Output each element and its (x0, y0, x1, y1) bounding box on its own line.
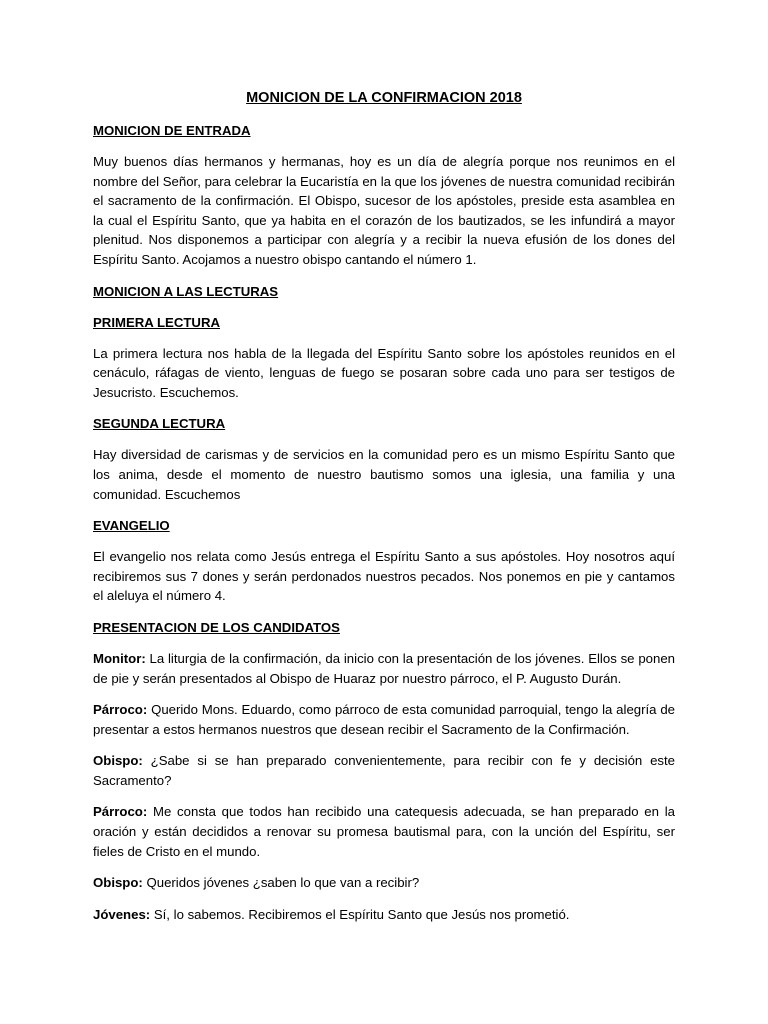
document-title: MONICION DE LA CONFIRMACION 2018 (246, 90, 522, 106)
paragraph-primera-lectura: La primera lectura nos habla de la llegada del Espíritu Santo sobre los apóstoles reunidos en el cenáculo, ráfagas de viento, lenguas de fuego se posaran sobre cada uno para ser testigos de Jesucristo. Escuchemos. (93, 345, 675, 400)
heading-segunda-lectura: SEGUNDA LECTURA (93, 416, 226, 432)
dialogue-line-obispo (93, 873, 675, 893)
heading-monicion-lecturas: MONICION A LAS LECTURAS (93, 283, 279, 299)
speaker-label: Jóvenes: (93, 906, 151, 922)
paragraph-segunda-lectura: Hay diversidad de carismas y de servicios en la comunidad pero es un mismo Espíritu Santo que los anima, desde el momento de nuestro bautismo somos una iglesia, una familia y una comunidad. Escuchemos (93, 447, 675, 502)
paragraph-monicion-entrada: Muy buenos días hermanos y hermanas, hoy es un día de alegría porque nos reunimos en el nombre del Señor, para celebrar la Eucaristía en la que los jóvenes de nuestra comunidad recibirán el sacramento de la confirmación. El Obispo, sucesor de los apóstoles, preside esta asamblea en la cual el Espíritu Santo, que ya habita en el corazón de los bautizados, se les infundirá a mayor plenitud. Nos disponemos a participar con alegría y a recibir la nueva efusión de los dones del Espíritu Santo. Acojamos a nuestro obispo cantando el número 1. (93, 154, 675, 267)
dialogue-text: Sí, lo sabemos. Recibiremos el Espíritu Santo que Jesús nos prometió. (150, 906, 570, 922)
dialogue-line-parroco (93, 700, 675, 739)
heading-presentacion-candidatos: PRESENTACION DE LOS CANDIDATOS (93, 619, 340, 635)
dialogue-line-jovenes (93, 905, 675, 925)
heading-primera-lectura: PRIMERA LECTURA (93, 314, 220, 330)
paragraph-evangelio: El evangelio nos relata como Jesús entrega el Espíritu Santo a sus apóstoles. Hoy nosotros aquí recibiremos sus 7 dones y serán perdonados nuestros pecados. Nos ponemos en pie y cantamos el aleluya el número 4. (93, 549, 675, 604)
dialogue-line-parroco (93, 802, 675, 861)
dialogue-text: Queridos jóvenes ¿saben lo que van a recibir? (142, 875, 420, 891)
heading-evangelio: EVANGELIO (93, 518, 170, 534)
dialogue-text: ¿Sabe si se han preparado convenientemente, para recibir con fe y decisión este Sacramento? (93, 753, 675, 788)
heading-monicion-entrada: MONICION DE ENTRADA (93, 123, 251, 138)
dialogue-line-obispo (93, 751, 675, 790)
dialogue-text: Querido Mons. Eduardo, como párroco de esta comunidad parroquial, tengo la alegría de presentar a estos hermanos nuestros que desean recibir el Sacramento de la Confirmación. (93, 702, 675, 737)
speaker-label: Párroco: (93, 702, 148, 718)
speaker-label: Párroco: (93, 804, 148, 820)
speaker-label: Obispo: (93, 753, 143, 769)
dialogue-text: Me consta que todos han recibido una catequesis adecuada, se han preparado en la oración y están decididos a renovar su promesa bautismal para, con la unción del Espíritu, ser fieles de Cristo en el mundo. (93, 804, 675, 859)
dialogue-line-monitor (93, 649, 675, 688)
dialogue-text: La liturgia de la confirmación, da inicio con la presentación de los jóvenes. Ellos se ponen de pie y serán presentados al Obispo de Huaraz por nuestro párroco, el P. Augusto Durán. (93, 650, 675, 686)
speaker-label: Monitor: (93, 650, 146, 666)
speaker-label: Obispo: (93, 875, 143, 891)
